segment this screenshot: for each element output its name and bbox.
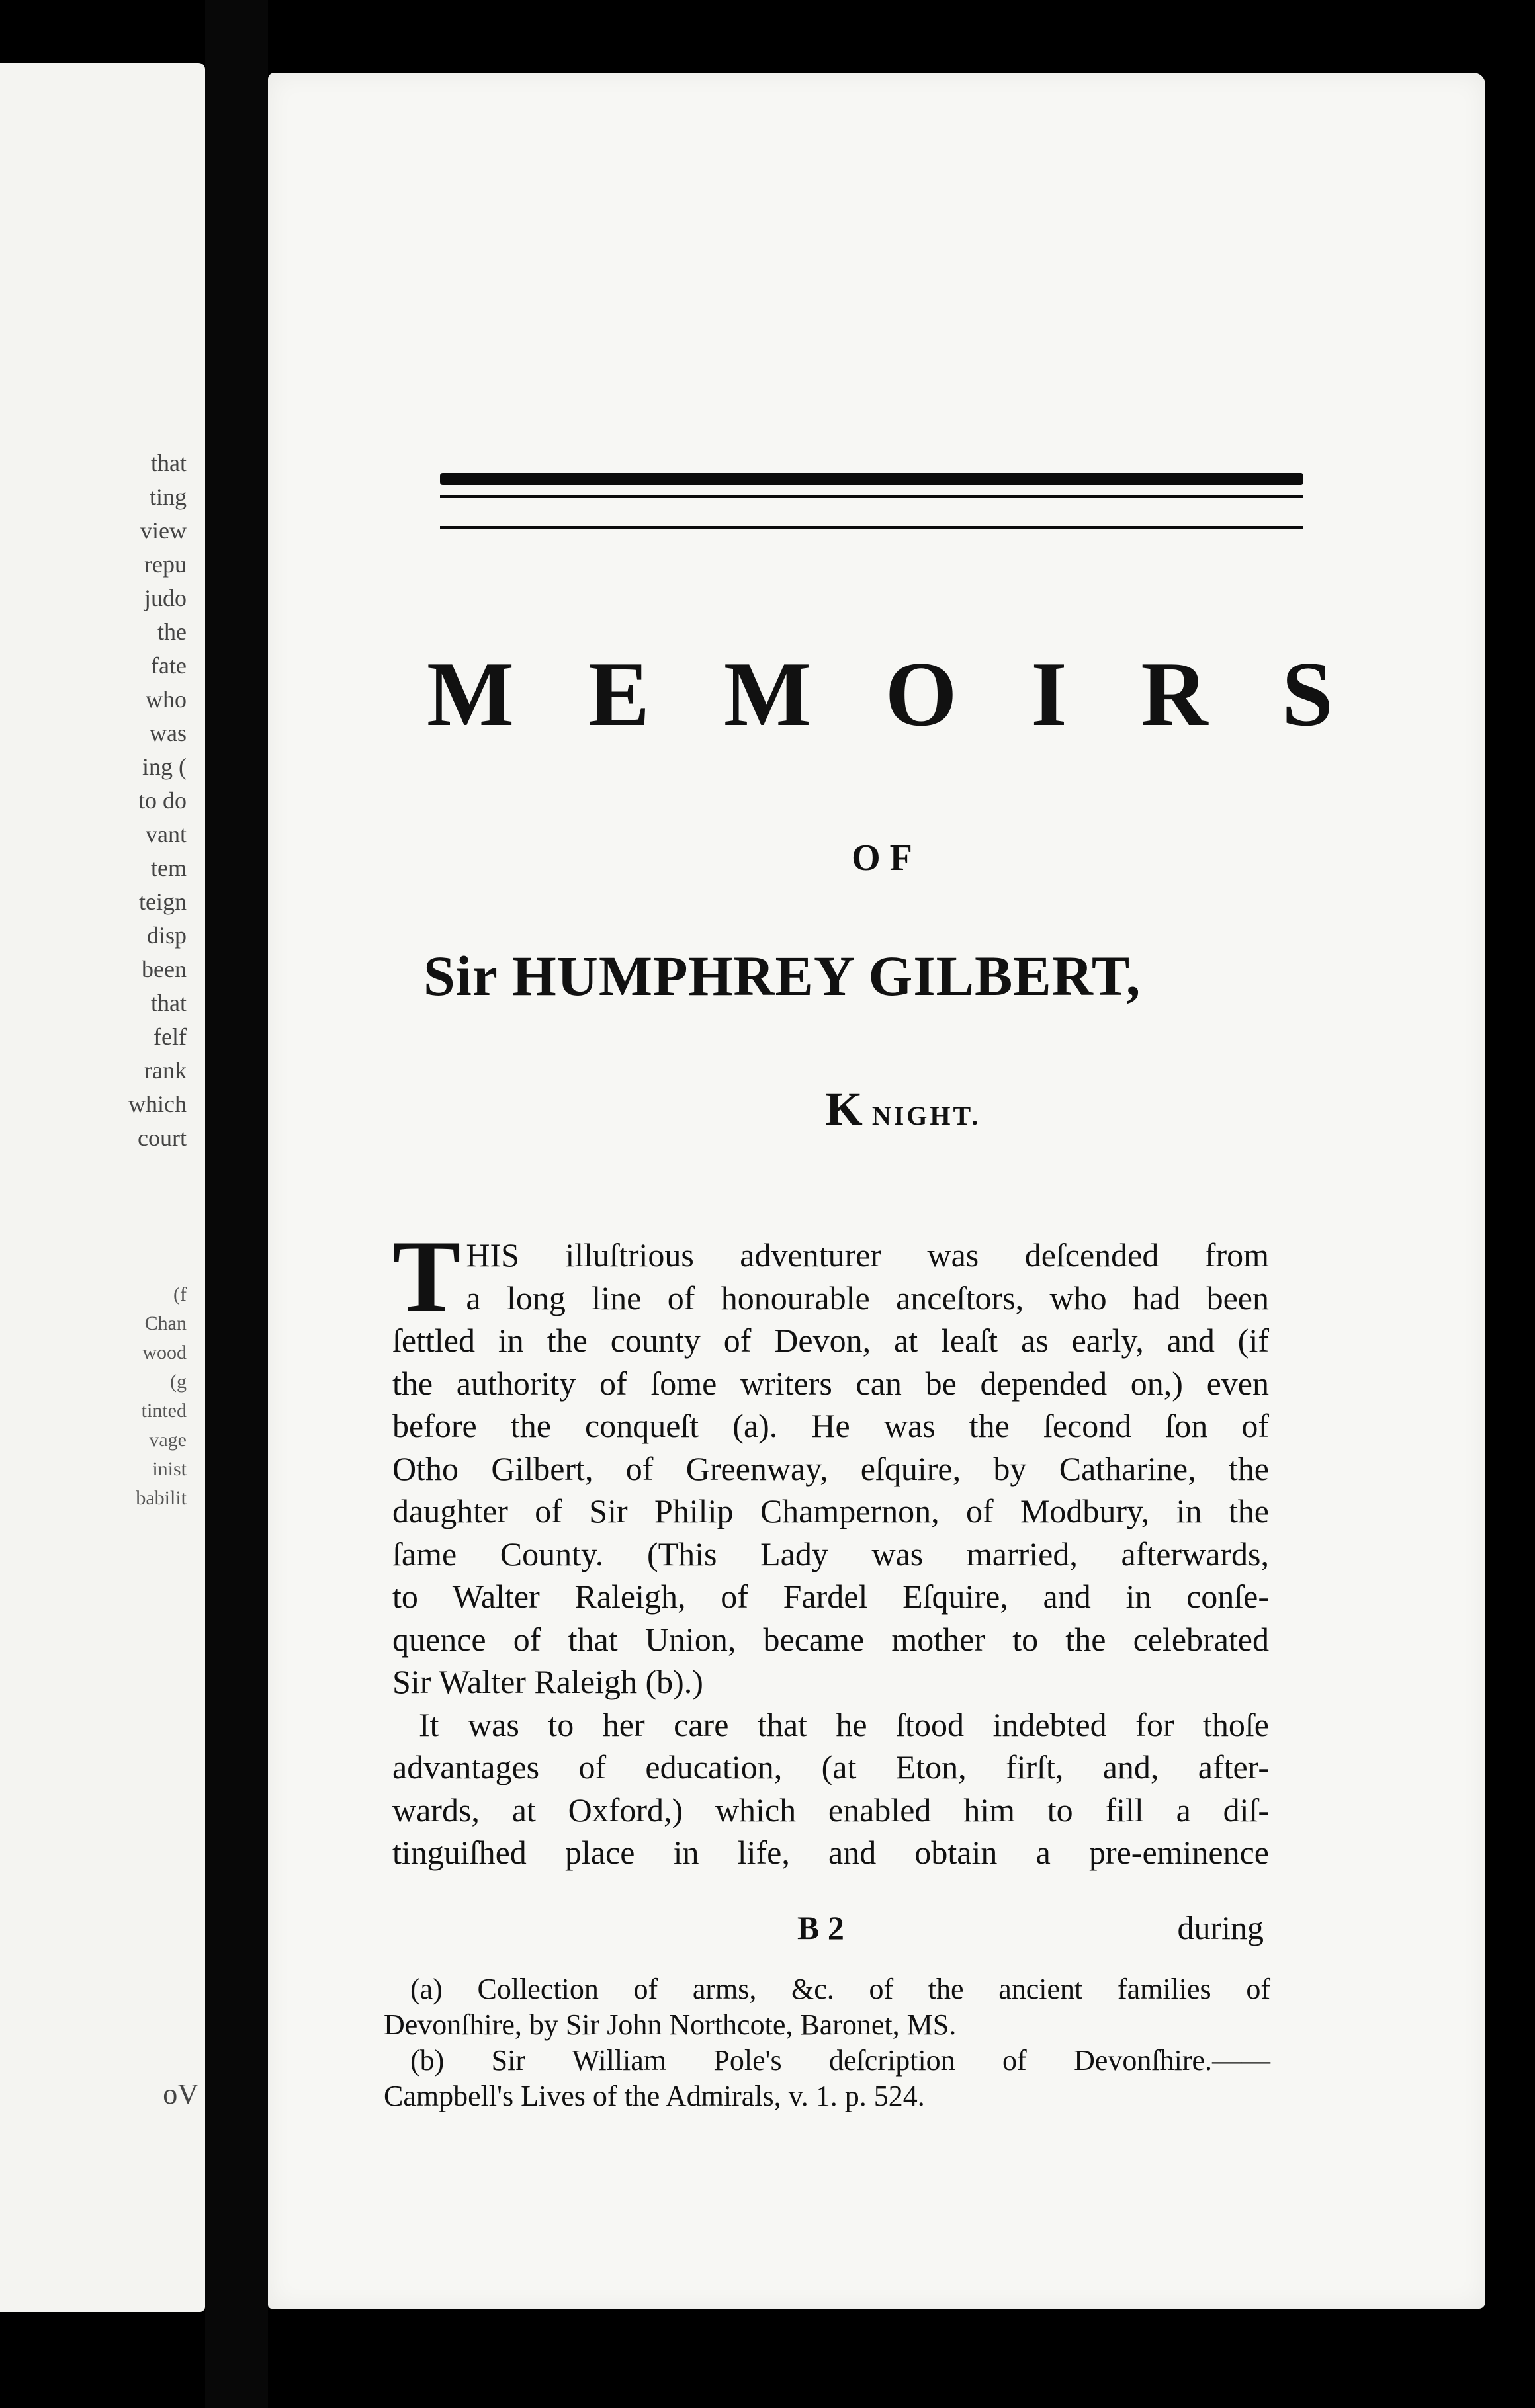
facing-page-note-line: wood [142,1342,187,1363]
body-line: tinguiſhed place in life, and obtain a pre-eminence [392,1834,1269,1871]
title-letter: M [427,643,515,746]
body-line: wards, at Oxford,) which enabled him to fill a diſ- [392,1791,1269,1828]
footnote-line: Devonſhire, by Sir John Northcote, Baronet, MS. [384,2008,957,2041]
facing-page-note-line: Chan [144,1312,187,1334]
facing-page-note-line: tinted [141,1400,187,1422]
body-line: the authority of ſome writers can be depended on,) even [392,1364,1269,1402]
facing-page-line: to do [138,787,187,814]
title-letter: M [723,643,811,746]
body-line: It was to her care that he ſtood indebted for thoſe [419,1705,1269,1743]
facing-page-line: fate [151,652,187,679]
title-letter: S [1282,643,1333,746]
title-letter: E [588,643,650,746]
facing-page-line: was [150,720,187,746]
body-line: quence of that Union, became mother to the celebrated [392,1620,1269,1658]
body-text [392,1219,1269,1874]
facing-page-note-line: (g [170,1371,187,1393]
facing-page-signature: oV [163,2078,198,2110]
facing-page-note-line: vage [149,1429,187,1451]
page-title [427,643,1333,746]
facing-page-line: felf [154,1023,187,1050]
footnote-line: Campbell's Lives of the Admirals, v. 1. p. 524. [384,2080,925,2112]
facing-page-line: which [128,1091,187,1117]
title-letter: O [885,643,957,746]
facing-page-line: tem [151,855,187,881]
facing-page [0,63,205,2312]
facing-page-line: ting [149,484,187,510]
title-letter: I [1031,643,1067,746]
facing-page-line: judo [144,585,187,611]
body-line: to Walter Raleigh, of Fardel Eſquire, and in conſe- [392,1578,1269,1615]
body-line: a long line of honourable anceſtors, who had been [466,1279,1269,1316]
subject-name: Sir HUMPHREY GILBERT, [423,944,1141,1008]
facing-page-line: vant [146,821,187,847]
facing-page-line: teign [139,888,187,915]
header-rule-thin-lower [440,526,1303,529]
body-line: ſettled in the county of Devon, at leaſt as early, and (if [392,1322,1269,1359]
facing-page-line: rank [144,1057,187,1084]
header-rule-thick [440,473,1303,485]
body-line: Sir Walter Raleigh (b).) [392,1663,703,1700]
book-gutter [205,0,268,2408]
body-line: daughter of Sir Philip Champernon, of Modbury, in the [392,1492,1269,1529]
catchword: during [1177,1909,1264,1946]
facing-page-notes [0,1280,198,1513]
subject-title [268,1082,1485,1137]
header-rule-thin [440,495,1303,498]
body-line: ſame County. (This Lady was married, afterwards, [392,1535,1269,1572]
title-of: OF [852,838,922,879]
drop-cap: T [392,1219,461,1333]
subject-title-rest: NIGHT. [871,1101,981,1131]
facing-page-line: repu [144,551,187,578]
subject-title-initial: K [825,1082,872,1135]
body-line: HIS illuſtrious adventurer was deſcended from [466,1236,1269,1273]
footnote-line: (a) Collection of arms, &c. of the ancient families of [410,1973,1270,2005]
facing-page-note-line: (f [173,1283,187,1305]
facing-page-line: who [146,686,187,712]
footnotes [384,1971,1270,2114]
body-line: Otho Gilbert, of Greenway, eſquire, by Catharine, the [392,1449,1269,1487]
facing-page-line: view [140,517,187,544]
facing-page-note-line: babilit [136,1487,187,1509]
facing-page-line: been [142,956,187,982]
facing-page-line: disp [146,922,187,949]
facing-page-text [0,447,198,1155]
signature-mark: B 2 [797,1909,844,1946]
facing-page-line: court [138,1125,187,1151]
book-page [268,73,1485,2309]
body-line: advantages of education, (at Eton, firſt, and, after- [392,1748,1269,1785]
facing-page-line: the [157,619,187,645]
facing-page-line: that [151,450,187,476]
footnote-line: (b) Sir William Pole's deſcription of Devonſhire.—— [410,2044,1270,2077]
title-letter: R [1141,643,1208,746]
body-line: before the conqueſt (a). He was the ſecond ſon of [392,1407,1269,1444]
facing-page-line: ing ( [142,753,187,780]
facing-page-line: that [151,990,187,1016]
facing-page-note-line: inist [152,1458,187,1480]
